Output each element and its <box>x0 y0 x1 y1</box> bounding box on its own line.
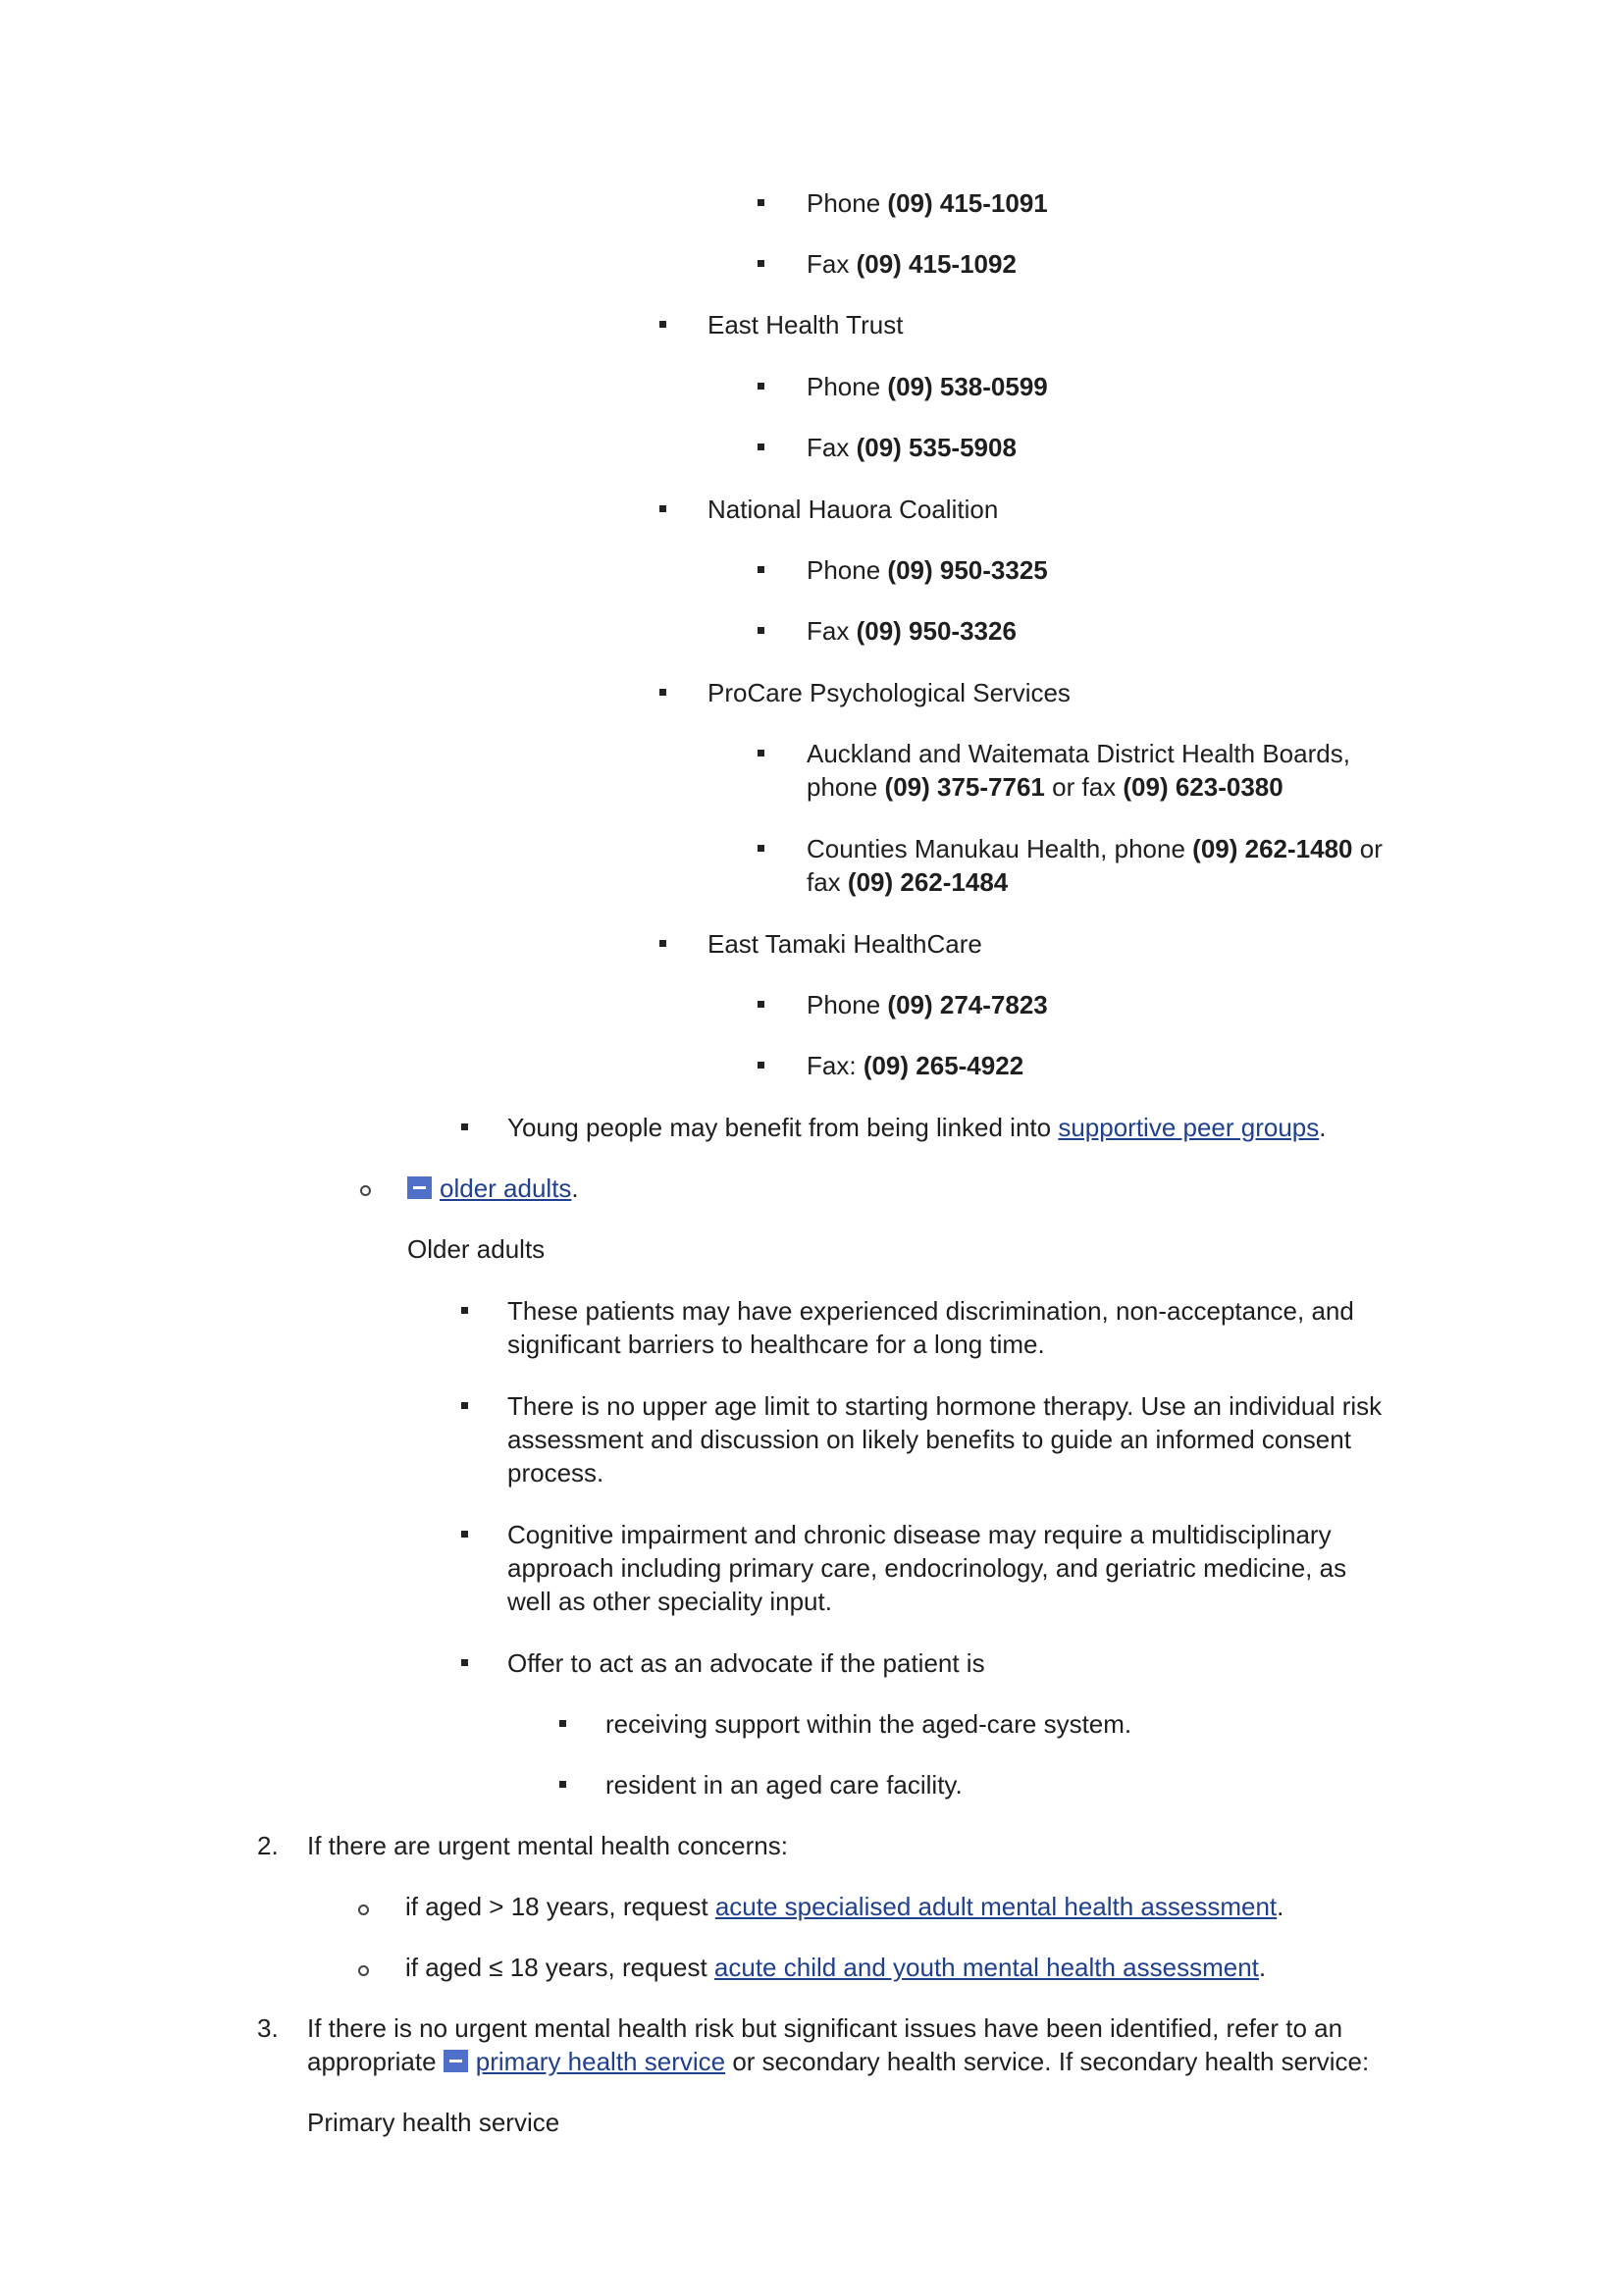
older-adults-toggle-line: older adults. <box>407 1172 579 1205</box>
primary-health-service-heading: Primary health service <box>307 2108 560 2137</box>
older-adults-point-4: Offer to act as an advocate if the patient is <box>507 1648 985 1678</box>
item-3-line-1: If there is no urgent mental health risk but significant issues have been identified, refer to an <box>307 2013 1343 2043</box>
bullet <box>461 1402 468 1409</box>
list-number: 2. <box>257 1831 279 1860</box>
phone-line: Phone (09) 274-7823 <box>807 990 1048 1019</box>
bullet <box>758 1062 764 1069</box>
older-adults-point-1: These patients may have experienced discrimination, non-acceptance, and significant barriers to healthcare for a long time. <box>507 1296 1354 1359</box>
bullet <box>461 1307 468 1314</box>
list-number: 3. <box>257 2013 279 2043</box>
bullet <box>758 627 764 634</box>
bullet <box>461 1531 468 1538</box>
older-adults-point-3: Cognitive impairment and chronic disease may require a multidisciplinary approach including primary care, endocrinology, and geriatric medicine, as well as other speciality input. <box>507 1520 1347 1616</box>
bullet <box>659 505 666 512</box>
bullet <box>559 1781 566 1788</box>
older-adults-heading: Older adults <box>407 1234 546 1264</box>
circle-bullet <box>360 1185 371 1196</box>
org-east-tamaki: East Tamaki HealthCare <box>707 929 982 959</box>
item-2-text: If there are urgent mental health concerns: <box>307 1831 788 1860</box>
phone-line: Phone (09) 538-0599 <box>807 372 1048 401</box>
auckland-contact-line2: phone (09) 375-7761 or fax (09) 623-0380 <box>807 772 1283 802</box>
adult-mental-health-assessment-link[interactable]: acute specialised adult mental health assessment <box>714 1892 1278 1921</box>
bullet <box>659 321 666 328</box>
bullet <box>758 199 764 206</box>
item-3-line-2: appropriate primary health service or secondary health service. If secondary health service: <box>307 2047 1370 2076</box>
org-national-hauora-coalition: National Hauora Coalition <box>707 495 999 524</box>
counties-contact-line2: fax (09) 262-1484 <box>807 867 1009 897</box>
circle-bullet <box>358 1965 369 1976</box>
bullet <box>758 750 764 757</box>
bullet <box>461 1659 468 1666</box>
bullet <box>559 1720 566 1727</box>
bullet <box>461 1123 468 1130</box>
collapse-icon[interactable] <box>407 1176 432 1199</box>
counties-contact-line1: Counties Manukau Health, phone (09) 262-1480 or <box>807 834 1383 863</box>
bullet <box>758 845 764 852</box>
older-adults-link[interactable]: older adults <box>440 1174 572 1203</box>
bullet <box>758 260 764 267</box>
bullet <box>758 1001 764 1008</box>
item-2a: if aged > 18 years, request acute specialised adult mental health assessment. <box>405 1892 1284 1921</box>
phone-line: Phone (09) 415-1091 <box>807 188 1048 218</box>
bullet <box>758 383 764 390</box>
fax-line: Fax: (09) 265-4922 <box>807 1051 1024 1080</box>
fax-line: Fax (09) 535-5908 <box>807 433 1017 462</box>
collapse-icon[interactable] <box>444 2050 468 2072</box>
bullet <box>659 689 666 696</box>
older-adults-point-2: There is no upper age limit to starting hormone therapy. Use an individual risk assessment and discussion on likely benefits to guide an informed consent process. <box>507 1391 1383 1487</box>
bullet <box>758 444 764 450</box>
fax-line: Fax (09) 950-3326 <box>807 616 1017 646</box>
auckland-contact-line1: Auckland and Waitemata District Health Boards, <box>807 739 1350 768</box>
bullet <box>758 566 764 573</box>
older-adults-point-4b: resident in an aged care facility. <box>605 1770 963 1800</box>
item-2b: if aged ≤ 18 years, request acute child and youth mental health assessment. <box>405 1953 1267 1982</box>
phone-line: Phone (09) 950-3325 <box>807 555 1048 585</box>
young-people-line: Young people may benefit from being linked into supportive peer groups. <box>507 1113 1327 1142</box>
fax-line: Fax (09) 415-1092 <box>807 249 1017 279</box>
org-procare: ProCare Psychological Services <box>707 678 1071 707</box>
child-youth-mental-health-assessment-link[interactable]: acute child and youth mental health assessment <box>713 1953 1259 1982</box>
primary-health-service-link[interactable]: primary health service <box>475 2047 726 2076</box>
older-adults-point-4a: receiving support within the aged-care system. <box>605 1709 1132 1739</box>
circle-bullet <box>358 1905 369 1915</box>
org-east-health-trust: East Health Trust <box>707 310 904 339</box>
supportive-peer-groups-link[interactable]: supportive peer groups <box>1058 1113 1320 1142</box>
bullet <box>659 940 666 947</box>
